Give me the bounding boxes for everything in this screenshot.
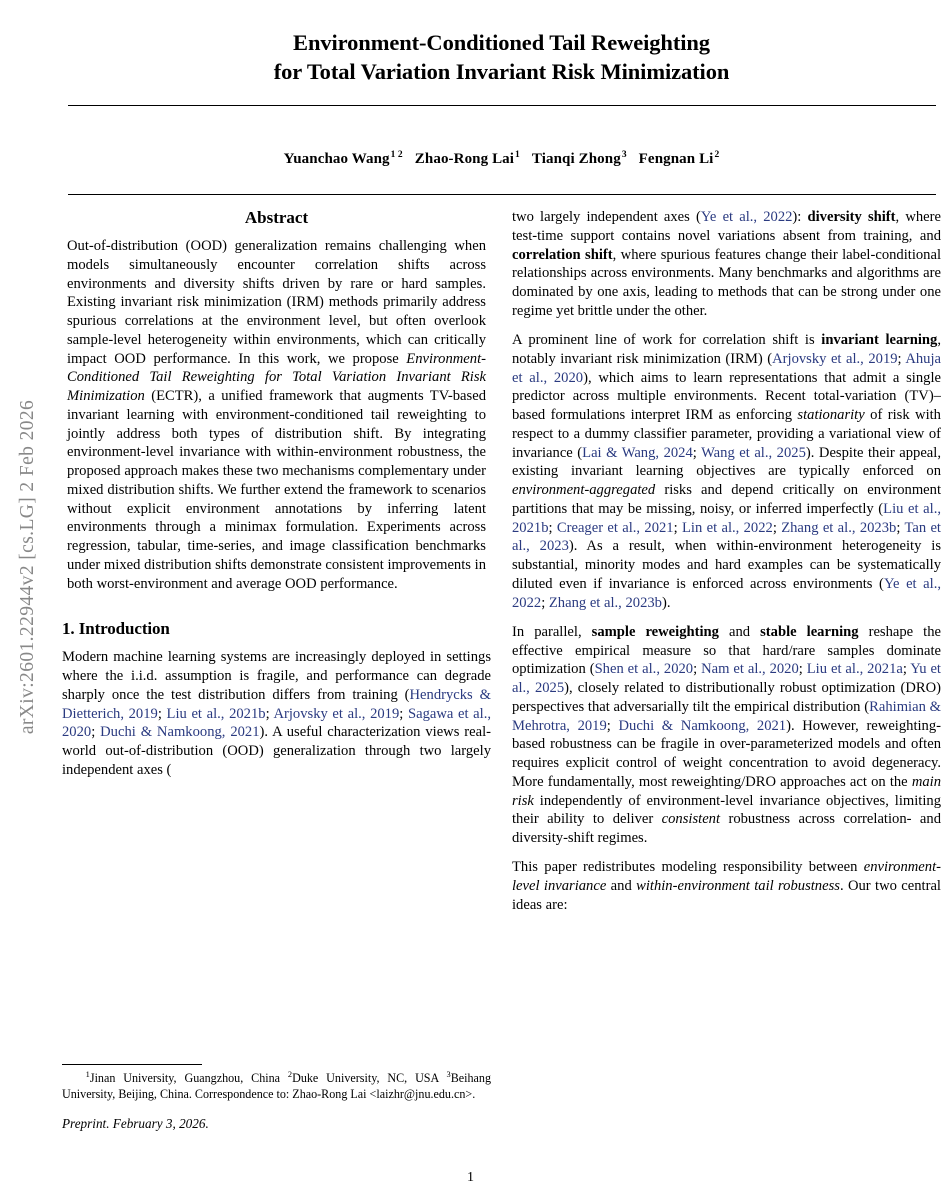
p1-continuation-text: two largely independent axes ( <box>512 209 701 225</box>
term-environment-level-invariance: environment-level invariance <box>512 859 941 894</box>
term-stationarity: stationarity <box>797 407 865 423</box>
term-within-environment-tail-robustness: within-environment tail robustness <box>636 878 840 894</box>
page-number: 1 <box>467 1170 474 1185</box>
abstract-text <box>62 237 491 593</box>
author-entry <box>415 151 520 167</box>
citation-link[interactable]: Lai & Wang, 2024 <box>582 444 693 461</box>
title-block <box>62 0 941 195</box>
footnote-divider <box>62 1064 202 1065</box>
abstract-part-1: Out-of-distribution (OOD) generalization remains challenging when models simultaneously encounter correlation shifts across environments and diversity shifts driven by rare or hard samples. Existing invariant risk minimization (IRM) methods primarily address spurious correlations at the environment level, but often overlook sample-level heterogeneity within environments, which can critically impact OOD performance. In this work, we propose <box>67 238 486 367</box>
author-entry <box>284 151 403 167</box>
author-name: Yuanchao Wang <box>283 150 390 167</box>
page-title <box>152 28 852 87</box>
affiliation-marker: 2 <box>287 1070 293 1079</box>
term-environment-aggregated: environment-aggregated <box>512 482 656 498</box>
citation-link[interactable]: Creager et al., 2021 <box>556 519 674 536</box>
arxiv-stamp: arXiv:2601.22944v2 [cs.LG] 2 Feb 2026 <box>17 399 38 735</box>
abstract-heading: Abstract <box>244 208 309 227</box>
abstract-method-name: Environment-Conditioned Tail Reweighting for Total Variation Invariant Risk Minimization <box>67 350 486 404</box>
author-name: Tianqi Zhong <box>531 150 621 167</box>
citation-link[interactable]: Hendrycks & Dietterich, 2019 <box>62 686 491 722</box>
introduction-section <box>62 619 491 779</box>
citation-link[interactable]: Ye et al., 2022 <box>700 209 793 225</box>
term-sample-reweighting: sample reweighting <box>591 623 719 640</box>
introduction-paragraph-1: Modern machine learning systems are increasingly deployed in settings where the i.i.d. assumption is fragile, and performance can degrade sharply once the test distribution differs from training (Hendrycks & Dietterich, 2019; Liu et al., 2021b; Arjovsky et al., 2019; Sagawa et al., 2020; Duchi & Namkoong, 2021). A useful characterization views real-world out-of-distribution (OOD) generalization through two largely independent axes ( <box>62 649 492 778</box>
author-divider <box>68 194 936 195</box>
citation-link[interactable]: Tan et al., 2023 <box>512 519 941 555</box>
introduction-paragraph-1-continued: two largely independent axes (Ye et al., 2022): diversity shift, where test-time support contains novel variations absent from training, and correlation shift, where spurious features change their label-conditional relationships across environments. Many benchmarks and algorithms are dominated by one axis, leading to methods that can be strong under one regime yet brittle under the other. <box>512 209 941 319</box>
author-list <box>62 150 941 168</box>
author-affiliation-marks: 1 <box>515 149 520 160</box>
citation-link[interactable]: Lin et al., 2022 <box>682 519 773 536</box>
citation-link[interactable]: Zhang et al., 2023b <box>548 594 662 611</box>
citation-link[interactable]: Shen et al., 2020 <box>594 661 694 678</box>
footnote-block <box>62 1064 491 1145</box>
introduction-paragraph-4: This paper redistributes modeling responsibility between environment-level invariance and within-environment tail robustness. Our two central ideas are: <box>512 859 941 913</box>
citation-link[interactable]: Ahuja et al., 2020 <box>512 350 941 386</box>
citation-link[interactable]: Arjovsky et al., 2019 <box>273 705 400 722</box>
introduction-paragraph-2: A prominent line of work for correlation shift is invariant learning, notably invariant risk minimization (IRM) (Arjovsky et al., 2019; Ahuja et al., 2020), which aims to learn representations that admit a single predictor across multiple environments. Recent total-variation (TV)–based formulations interpret IRM as enforcing stationarity of risk with respect to a dummy classifier parameter, providing a variational view of invariance (Lai & Wang, 2024; Wang et al., 2025). Despite their appeal, existing invariant learning objectives are typically enforced on environment-aggregated risks and depend critically on environment partitions that may be missing, noisy, or inferred imperfectly (Liu et al., 2021b; Creager et al., 2021; Lin et al., 2022; Zhang et al., 2023b; Tan et al., 2023). As a result, when within-environment heterogeneity is substantial, minority modes and hard examples can be systematically diluted even if invariance is enforced across environments (Ye et al., 2022; Zhang et al., 2023b). <box>512 332 941 611</box>
citation-link[interactable]: Rahimian & Mehrotra, 2019 <box>512 698 941 734</box>
citation-link[interactable]: Liu et al., 2021b <box>166 705 266 722</box>
author-affiliation-marks: 2 <box>714 149 720 160</box>
title-divider <box>68 105 936 106</box>
citation-link[interactable]: Arjovsky et al., 2019 <box>772 350 898 367</box>
left-column <box>62 208 492 1132</box>
preprint-notice: Preprint. February 3, 2026. <box>62 1116 209 1132</box>
author-name: Zhao-Rong Lai <box>414 150 515 167</box>
two-column-body <box>62 208 941 1132</box>
citation-link[interactable]: Zhang et al., 2023b <box>781 519 897 536</box>
title-line-2: for Total Variation Invariant Risk Minimization <box>273 59 730 85</box>
affiliation-marker: 1 <box>85 1070 90 1079</box>
term-stable-learning: stable learning <box>760 623 859 640</box>
author-entry <box>532 151 627 167</box>
citation-link[interactable]: Wang et al., 2025 <box>701 444 806 461</box>
citation-link[interactable]: Duchi & Namkoong, 2021 <box>618 717 787 734</box>
affiliation-footnote <box>62 1070 491 1102</box>
citation-link[interactable]: Sagawa et al., 2020 <box>62 705 491 741</box>
title-line-1: Environment-Conditioned Tail Reweighting <box>293 30 710 55</box>
citation-link[interactable]: Liu et al., 2021b <box>512 500 941 536</box>
citation-link[interactable]: Ye et al., 2022 <box>512 575 941 611</box>
citation-link[interactable]: Duchi & Namkoong, 2021 <box>100 724 260 741</box>
term-invariant-learning: invariant learning <box>821 332 938 348</box>
citation-link[interactable]: Liu et al., 2021a <box>806 661 903 678</box>
author-affiliation-marks: 3 <box>621 149 627 160</box>
introduction-paragraph-3: In parallel, sample reweighting and stable learning reshape the effective empirical measure so that hard/rare samples dominate optimization (Shen et al., 2020; Nam et al., 2020; Liu et al., 2021a; Yu et al., 2025), closely related to distributionally robust optimization (DRO) perspectives that adversarially tilt the empirical distribution (Rahimian & Mehrotra, 2019; Duchi & Namkoong, 2021). However, reweighting-based robustness can be fragile in over-parameterized models and often requires explicit control of weight concentration to avoid degeneracy. More fundamentally, most reweighting/DRO approaches act on the main risk independently of environment-level invariance objectives, limiting their ability to deliver consistent robustness across correlation- and diversity-shift regimes. <box>512 623 941 846</box>
author-entry <box>639 151 720 167</box>
citation-link[interactable]: Yu et al., 2025 <box>512 661 941 696</box>
citation-link[interactable]: Nam et al., 2020 <box>701 661 799 678</box>
introduction-heading: 1. Introduction <box>62 619 170 639</box>
affiliation-1: Jinan University, Guangzhou, China <box>89 1071 288 1086</box>
term-main-risk: main risk <box>512 773 941 809</box>
affiliation-3-and-correspondence: Beihang University, Beijing, China. Correspondence to: Zhao-Rong Lai <laizhr@jnu.edu.cn>. <box>62 1071 491 1101</box>
affiliation-marker: 3 <box>446 1070 451 1079</box>
abstract-part-2: (ECTR), a unified framework that augments TV-based invariant learning with environment-conditioned tail reweighting to jointly address both types of distribution shift. By integrating environment-level invariance with within-environment robustness, the proposed approach makes these two mechanisms complementary under mixed distribution shifts. We further extend the framework to scenarios without explicit environment annotations by inferring latent environments through a minimax formulation. Experiments across regression, tabular, time-series, and image classification benchmarks under mixed distribution shifts demonstrate consistent improvements in both worst-environment and average OOD performance. <box>67 388 486 592</box>
term-diversity-shift: diversity shift <box>807 209 896 225</box>
affiliation-2: Duke University, NC, USA <box>292 1071 447 1086</box>
paper-page <box>62 0 941 1200</box>
author-affiliation-marks: 1 2 <box>390 149 403 160</box>
right-column <box>512 208 941 925</box>
term-consistent: consistent <box>661 811 721 828</box>
term-correlation-shift: correlation shift <box>512 246 613 263</box>
author-name: Fengnan Li <box>638 150 714 167</box>
